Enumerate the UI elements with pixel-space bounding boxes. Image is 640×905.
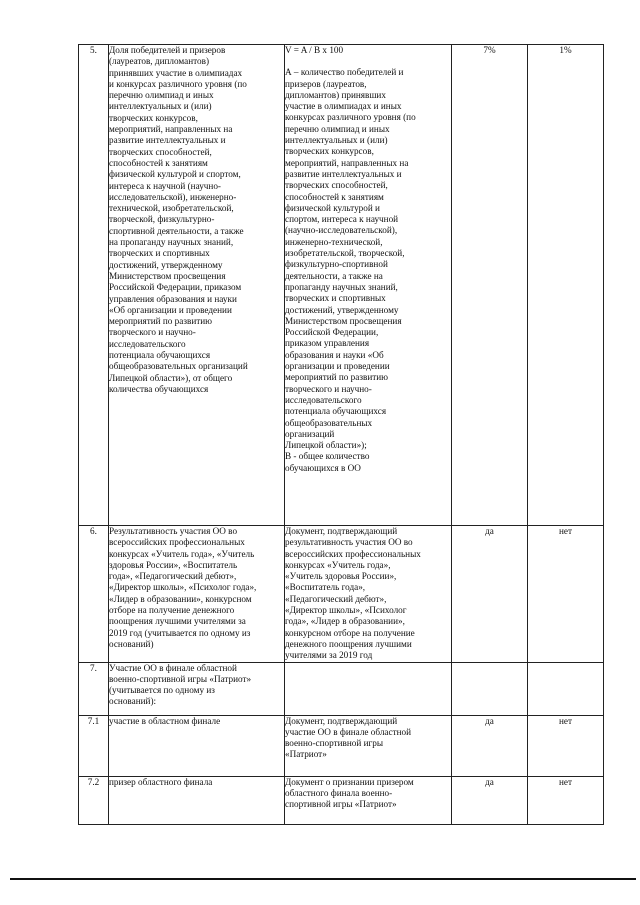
document-text-line: инженерно-технической, xyxy=(285,236,383,247)
indicator-text-line: творческих способностей, xyxy=(109,146,212,157)
indicator-cell xyxy=(109,715,285,776)
document-text-line: способностей к занятиям xyxy=(285,191,384,202)
document-text-line: В - общее количество xyxy=(285,451,370,462)
document-text-line: Российской Федерации, xyxy=(285,327,379,338)
document-text-line: Документ о признании призером xyxy=(285,776,414,787)
document-text-line: общеобразовательных xyxy=(285,417,373,428)
row-number-cell xyxy=(79,526,109,663)
indicator-text-line: здоровья России», «Воспитатель xyxy=(109,559,238,570)
document-cell xyxy=(285,776,452,824)
indicator-text-line: (учитывается по одному из xyxy=(109,685,215,696)
indicator-text-line: интереса к научной (научно- xyxy=(109,180,221,191)
value-a-cell xyxy=(452,662,528,715)
indicator-text-line: исследовательской), инженерно- xyxy=(109,191,237,202)
document-text-line: призеров (лауреатов, xyxy=(285,78,367,89)
row-number-cell xyxy=(79,776,109,824)
indicator-text-line: интеллектуальных и (или) xyxy=(109,101,212,112)
row-number-cell xyxy=(79,715,109,776)
document-text-line: (научно-исследовательской), xyxy=(285,225,398,236)
page-bottom-rule xyxy=(10,878,636,880)
indicator-text-line: военно-спортивной игры «Патриот» xyxy=(109,673,252,684)
indicator-text-line: Липецкой области»), от общего xyxy=(109,372,233,383)
row-number-cell xyxy=(79,45,109,526)
document-text-line: творческих и спортивных xyxy=(285,293,386,304)
document-text-line: результативность участия ОО во xyxy=(285,537,413,548)
criteria-table-body xyxy=(79,45,604,825)
document-text-line: исследовательского xyxy=(285,394,362,405)
document-text-line: Документ, подтверждающий xyxy=(285,715,398,726)
indicator-text-line: оснований): xyxy=(109,696,157,707)
value-a: да xyxy=(485,715,494,726)
document-text-line: достижений, утвержденному xyxy=(285,304,399,315)
indicator-text-line: перечню олимпиад и иных xyxy=(109,90,214,101)
document-text-line: учителями за 2019 год xyxy=(285,650,373,661)
row-number: 7.1 xyxy=(87,715,100,726)
indicator-text-line: спортивной деятельности, а также xyxy=(109,225,244,236)
document-text-line: областного финала военно- xyxy=(285,787,393,798)
indicator-text-line: исследовательского xyxy=(109,338,186,349)
value-b-cell xyxy=(528,45,604,526)
document-text-line: потенциала обучающихся xyxy=(285,406,387,417)
indicator-text-line: конкурсах «Учитель года», «Учитель xyxy=(109,548,255,559)
row-number: 5. xyxy=(90,45,97,55)
indicator-text-line: года», «Педагогический дебют», xyxy=(109,571,237,582)
table-row xyxy=(79,526,604,663)
indicator-text-line: творческого и научно- xyxy=(109,327,196,338)
document-text-line: конкурсах различного уровня (по xyxy=(285,112,416,123)
document-text-line: физической культурой и xyxy=(285,202,380,213)
document-text-line: развитие интеллектуальных и xyxy=(285,168,402,179)
document-text-line: изобретательской, творческой, xyxy=(285,248,405,259)
value-a: да xyxy=(485,776,494,787)
document-text-line: пропаганду научных знаний, xyxy=(285,281,398,292)
document-text-line: военно-спортивной игры xyxy=(285,738,384,749)
document-text-line: организации и проведении xyxy=(285,361,390,372)
value-b-cell xyxy=(528,776,604,824)
value-a: 7% xyxy=(483,45,496,55)
indicator-text-line: творческих и спортивных xyxy=(109,248,210,259)
value-b: нет xyxy=(558,715,572,726)
document-cell xyxy=(285,45,452,526)
indicator-cell xyxy=(109,45,285,526)
indicator-text-line: Доля победителей и призеров xyxy=(109,45,226,55)
document-text-line: интеллектуальных и (или) xyxy=(285,135,388,146)
row-number: 6. xyxy=(90,526,97,536)
table-row xyxy=(79,776,604,824)
indicator-text-line: технической, изобретательской, xyxy=(109,203,234,214)
document-text-line: «Педагогический дебют», xyxy=(285,593,387,604)
value-a-cell xyxy=(452,776,528,824)
document-text-line: всероссийских профессиональных xyxy=(285,548,421,559)
document-text-line: А – количество победителей и xyxy=(285,67,404,78)
document-text-line: участие ОО в финале областной xyxy=(285,726,412,737)
row-number-cell xyxy=(79,662,109,715)
indicator-text-line: отборе на получение денежного xyxy=(109,605,235,616)
document-text-line: Липецкой области»); xyxy=(285,440,367,451)
document-text-line: конкурсах «Учитель года», xyxy=(285,559,391,570)
indicator-text-line: и конкурсах различного уровня (по xyxy=(109,78,247,89)
document-cell xyxy=(285,526,452,663)
value-a: да xyxy=(485,526,494,536)
indicator-text-line: творческой, физкультурно- xyxy=(109,214,215,225)
table-row xyxy=(79,45,604,526)
document-cell xyxy=(285,715,452,776)
document-text-line: «Учитель здоровья России», xyxy=(285,571,397,582)
row-number: 7.2 xyxy=(87,776,100,787)
value-a-cell xyxy=(452,45,528,526)
value-b: нет xyxy=(558,776,572,787)
indicator-text-line: всероссийских профессиональных xyxy=(109,537,245,548)
document-text-line: спортивной игры «Патриот» xyxy=(285,799,397,810)
indicator-text-line: достижений, утвержденному xyxy=(109,259,223,270)
indicator-text-line: оснований) xyxy=(109,638,154,649)
indicator-text-line: «Об организации и проведении xyxy=(109,304,232,315)
document-text-line: спортом, интереса к научной xyxy=(285,214,399,225)
document-text-line: года», «Лидер в образовании», xyxy=(285,616,405,627)
indicator-text-line: на пропаганду научных знаний, xyxy=(109,237,234,248)
document-text-line: «Директор школы», «Психолог xyxy=(285,605,407,616)
document-cell xyxy=(285,662,452,715)
document-text-line: участие в олимпиадах и иных xyxy=(285,101,402,112)
value-a-cell xyxy=(452,526,528,663)
indicator-text-line: «Лидер в образовании», конкурсном xyxy=(109,593,252,604)
indicator-text-line: физической культурой и спортом, xyxy=(109,169,241,180)
indicator-text-line: управления образования и науки xyxy=(109,293,237,304)
document-text-line: перечню олимпиад и иных xyxy=(285,123,390,134)
indicator-text-line: Участие ОО в финале областной xyxy=(109,662,237,673)
document-text-line: «Патриот» xyxy=(285,749,327,760)
indicator-text-line: участие в областном финале xyxy=(109,715,221,726)
document-text-line: творческого и научно- xyxy=(285,383,372,394)
document-text-line: творческих конкурсов, xyxy=(285,146,374,157)
document-text-line: обучающихся в ОО xyxy=(285,462,361,473)
indicator-text-line: количества обучающихся xyxy=(109,383,209,394)
indicator-text-line: Результативность участия ОО во xyxy=(109,526,238,536)
blank-line xyxy=(285,56,451,67)
indicator-text-line: Министерством просвещения xyxy=(109,270,226,281)
document-text-line: денежного поощрения лучшими xyxy=(285,638,412,649)
value-b-cell xyxy=(528,526,604,663)
table-row xyxy=(79,715,604,776)
indicator-cell xyxy=(109,662,285,715)
indicator-cell xyxy=(109,526,285,663)
indicator-text-line: общеобразовательных организаций xyxy=(109,361,248,372)
indicator-text-line: принявших участие в олимпиадах xyxy=(109,67,243,78)
document-text-line: Министерством просвещения xyxy=(285,315,402,326)
value-a-cell xyxy=(452,715,528,776)
document-text-line: «Воспитатель года», xyxy=(285,582,366,593)
document-text-line: образования и науки «Об xyxy=(285,349,384,360)
document-text-line: деятельности, а также на xyxy=(285,270,383,281)
value-b-cell xyxy=(528,662,604,715)
document-text-line: мероприятий по развитию xyxy=(285,372,389,383)
document-text-line: физкультурно-спортивной xyxy=(285,259,388,270)
indicator-text-line: развитие интеллектуальных и xyxy=(109,135,226,146)
row-number: 7. xyxy=(90,662,97,673)
document-text-line: Документ, подтверждающий xyxy=(285,526,398,536)
indicator-text-line: творческих конкурсов, xyxy=(109,112,198,123)
indicator-text-line: мероприятий по развитию xyxy=(109,316,213,327)
indicator-text-line: (лауреатов, дипломантов) xyxy=(109,56,210,67)
document-text-line: мероприятий, направленных на xyxy=(285,157,409,168)
criteria-table xyxy=(78,44,604,825)
indicator-text-line: «Директор школы», «Психолог года», xyxy=(109,582,257,593)
indicator-cell xyxy=(109,776,285,824)
indicator-text-line: способностей к занятиям xyxy=(109,157,208,168)
table-row xyxy=(79,662,604,715)
value-b: 1% xyxy=(559,45,572,55)
indicator-text-line: призер областного финала xyxy=(109,776,213,787)
document-text-line: приказом управления xyxy=(285,338,370,349)
document-text-line: организаций xyxy=(285,428,335,439)
document-text-line: дипломантов) принявших xyxy=(285,89,386,100)
indicator-text-line: мероприятий, направленных на xyxy=(109,124,233,135)
document-text-line: творческих способностей, xyxy=(285,180,388,191)
indicator-text-line: Российской Федерации, приказом xyxy=(109,282,242,293)
document-text-line: V = A / B x 100 xyxy=(285,45,344,55)
document-text-line: конкурсном отборе на получение xyxy=(285,627,415,638)
indicator-text-line: поощрения лучшими учителями за xyxy=(109,616,246,627)
value-b: нет xyxy=(558,526,572,536)
value-b-cell xyxy=(528,715,604,776)
indicator-text-line: потенциала обучающихся xyxy=(109,350,211,361)
indicator-text-line: 2019 год (учитывается по одному из xyxy=(109,627,251,638)
